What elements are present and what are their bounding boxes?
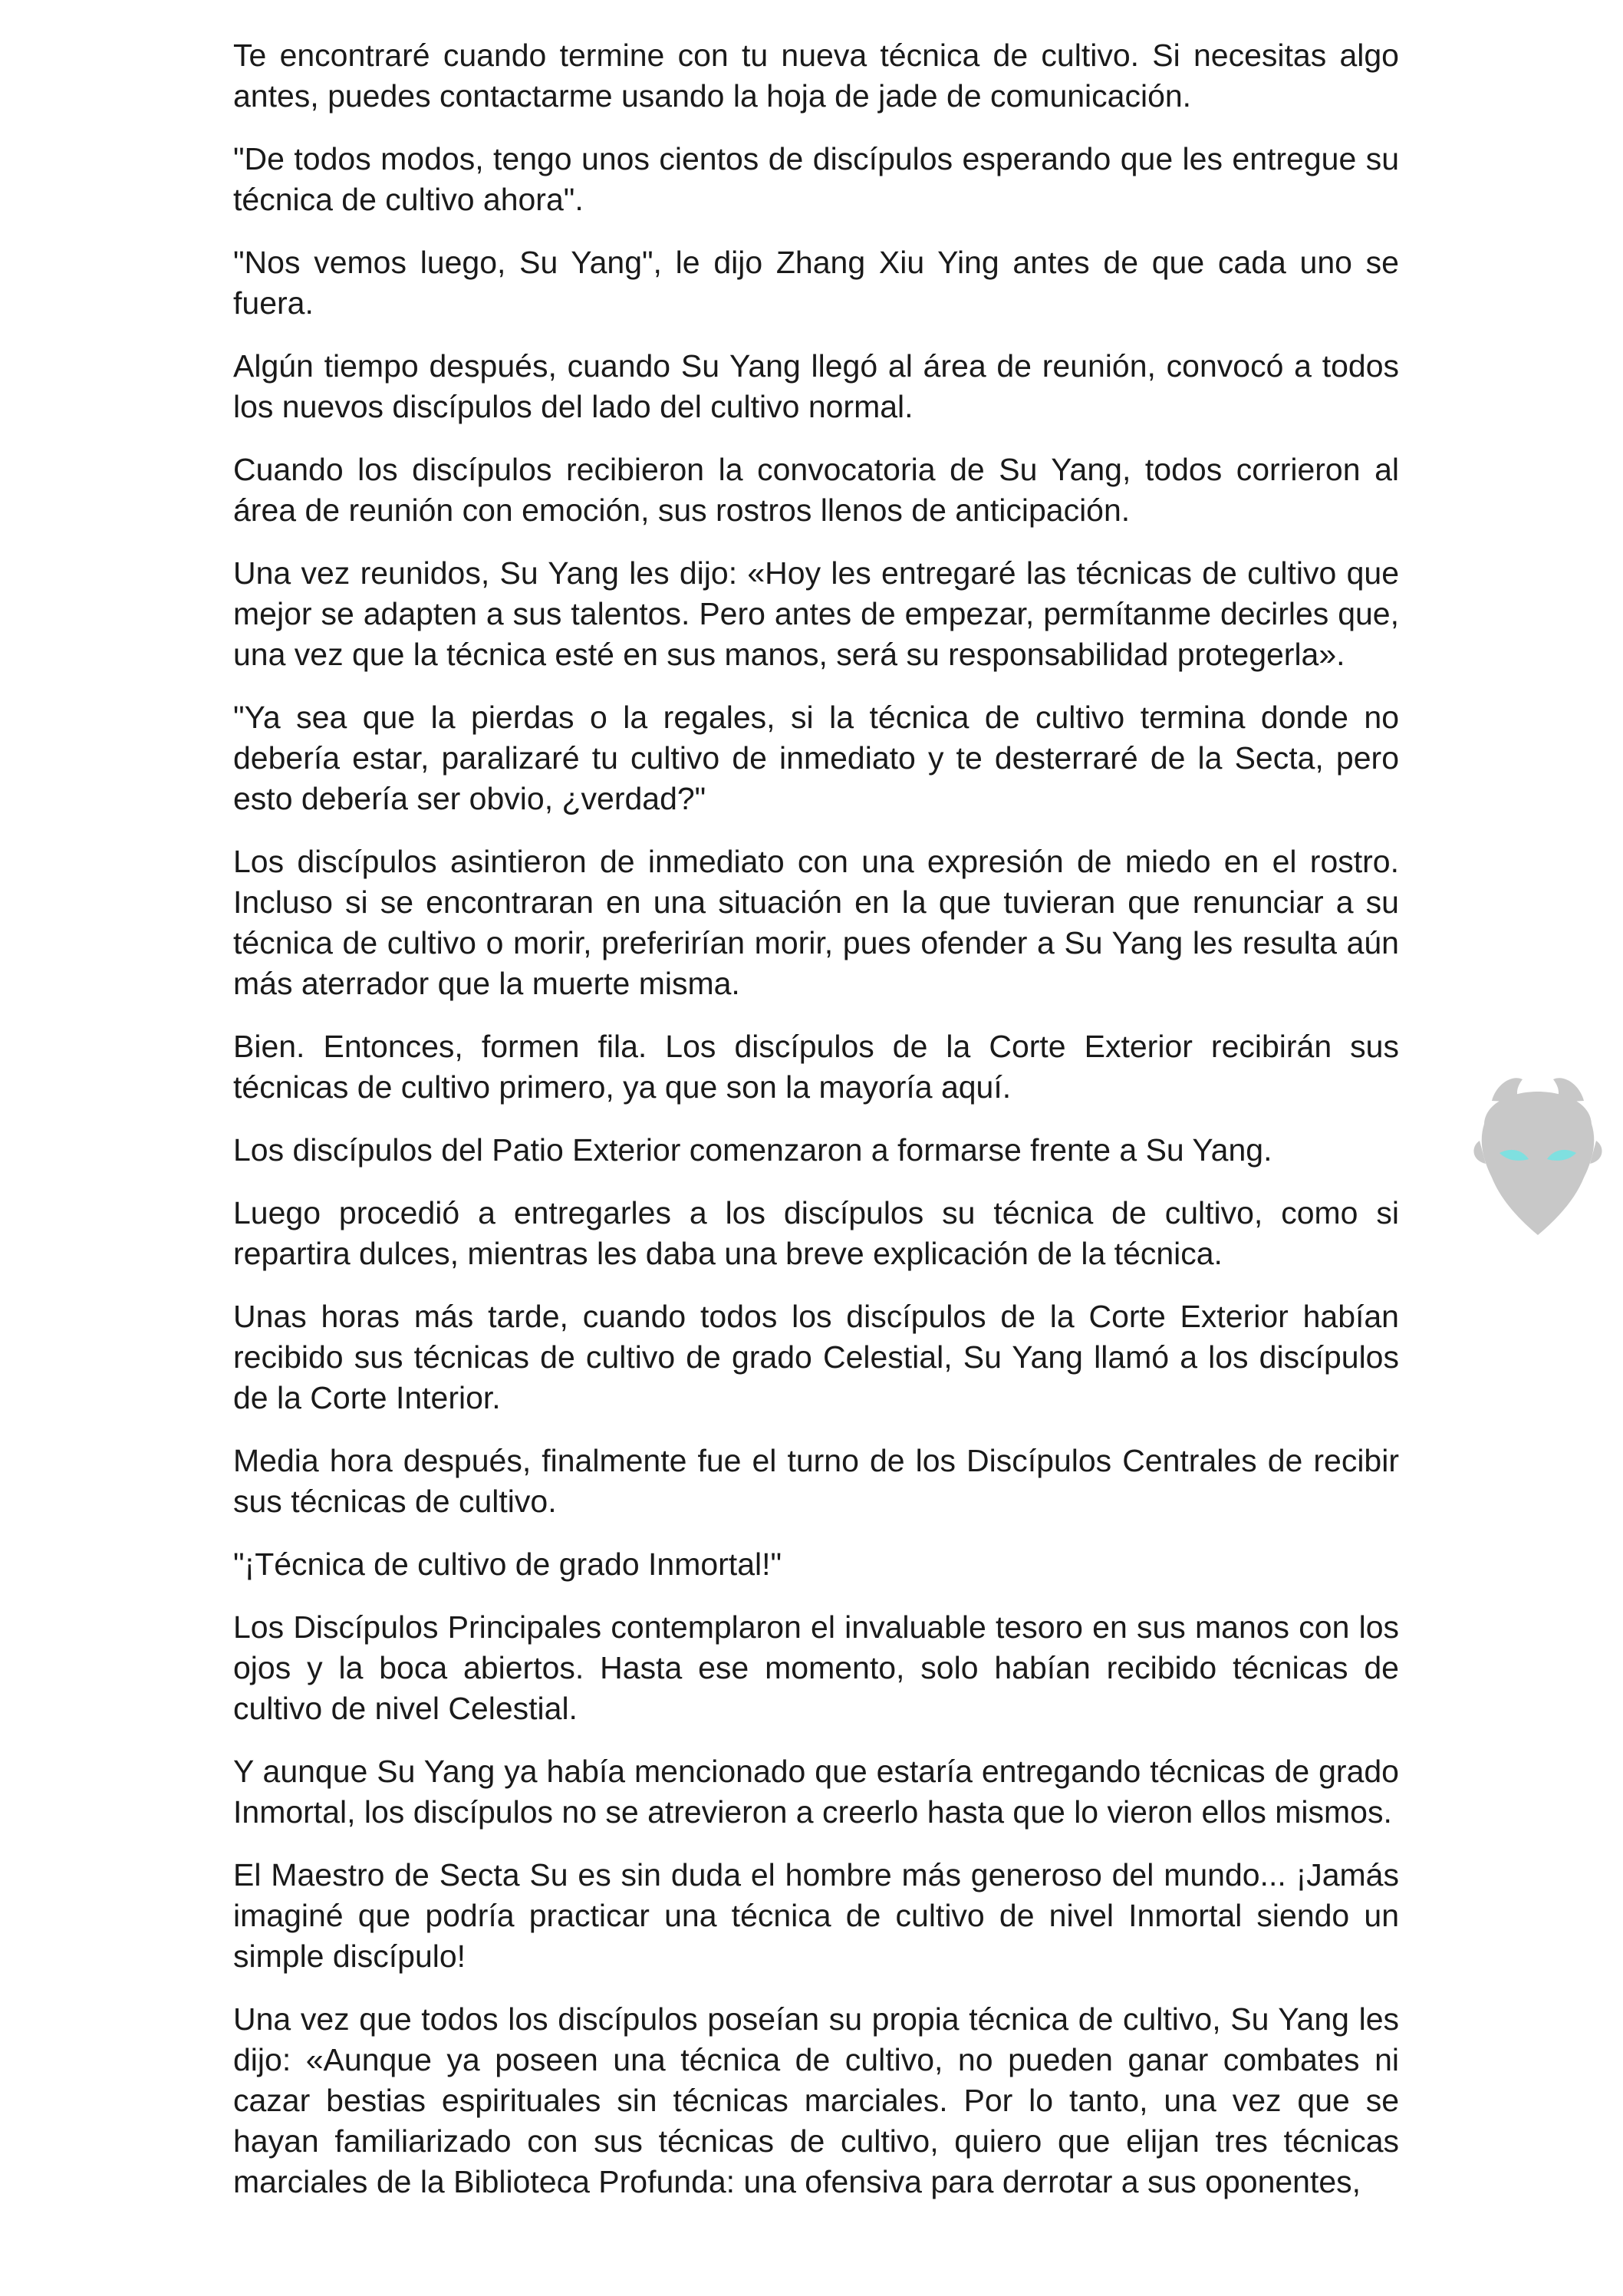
paragraph: Y aunque Su Yang ya había mencionado que estaría entregando técnicas de grado Inmortal, los discípulos no se atrevieron a creerlo hasta que lo vieron ellos mismos. (233, 1754, 1399, 1830)
paragraph: Luego procedió a entregarles a los discípulos su técnica de cultivo, como si repartira dulces, mientras les daba una breve explicación de la técnica. (233, 1195, 1399, 1271)
paragraph: Los discípulos del Patio Exterior comenzaron a formarse frente a Su Yang. (233, 1132, 1272, 1168)
paragraph: Los discípulos asintieron de inmediato con una expresión de miedo en el rostro. Incluso si se encontraran en una situación en la que tuvieran que renunciar a su técnica de cultivo o morir, preferirían morir, pues ofender a Su Yang les resulta aún más aterrador que la muerte misma. (233, 844, 1399, 1001)
paragraph: Cuando los discípulos recibieron la convocatoria de Su Yang, todos corrieron al área de reunión con emoción, sus rostros llenos de anticipación. (233, 452, 1399, 528)
paragraph: Una vez que todos los discípulos poseían su propia técnica de cultivo, Su Yang les dijo: «Aunque ya poseen una técnica de cultivo, no pueden ganar combates ni cazar bestias espirituales sin técnicas marciales. Por lo tanto, una vez que se hayan familiarizado con sus técnicas de cultivo, quiero que elijan tres técnicas marciales de la Biblioteca Profunda: una ofensiva para derrotar a sus oponentes, (233, 2001, 1399, 2199)
paragraph: "Nos vemos luego, Su Yang", le dijo Zhang Xiu Ying antes de que cada uno se fuera. (233, 245, 1399, 321)
paragraph: "Ya sea que la pierdas o la regales, si la técnica de cultivo termina donde no debería estar, paralizaré tu cultivo de inmediato y te desterraré de la Secta, pero esto debería ser obvio, ¿verdad?" (233, 700, 1399, 816)
paragraph: Unas horas más tarde, cuando todos los discípulos de la Corte Exterior habían recibido sus técnicas de cultivo de grado Celestial, Su Yang llamó a los discípulos de la Corte Interior. (233, 1299, 1399, 1415)
paragraph: Bien. Entonces, formen fila. Los discípulos de la Corte Exterior recibirán sus técnicas de cultivo primero, ya que son la mayoría aquí. (233, 1029, 1399, 1105)
paragraph: Una vez reunidos, Su Yang les dijo: «Hoy les entregaré las técnicas de cultivo que mejor se adapten a sus talentos. Pero antes de empezar, permítanme decirles que, una vez que la técnica esté en sus manos, será su responsabilidad protegerla». (233, 555, 1399, 672)
paragraph: Media hora después, finalmente fue el turno de los Discípulos Centrales de recibir sus técnicas de cultivo. (233, 1443, 1399, 1519)
paragraph: "De todos modos, tengo unos cientos de discípulos esperando que les entregue su técnica de cultivo ahora". (233, 141, 1399, 217)
paragraph: Te encontraré cuando termine con tu nueva técnica de cultivo. Si necesitas algo antes, puedes contactarme usando la hoja de jade de comunicación. (233, 38, 1399, 114)
document-page (233, 35, 1399, 2225)
paragraph: Algún tiempo después, cuando Su Yang llegó al área de reunión, convocó a todos los nuevos discípulos del lado del cultivo normal. (233, 348, 1399, 424)
demon-head-icon (1469, 1070, 1607, 1247)
paragraph: El Maestro de Secta Su es sin duda el hombre más generoso del mundo... ¡Jamás imaginé que podría practicar una técnica de cultivo de nivel Inmortal siendo un simple discípulo! (233, 1857, 1399, 1974)
paragraph: Los Discípulos Principales contemplaron el invaluable tesoro en sus manos con los ojos y la boca abiertos. Hasta ese momento, solo habían recibido técnicas de cultivo de nivel Celestial. (233, 1609, 1399, 1726)
paragraph: "¡Técnica de cultivo de grado Inmortal!" (233, 1547, 782, 1582)
